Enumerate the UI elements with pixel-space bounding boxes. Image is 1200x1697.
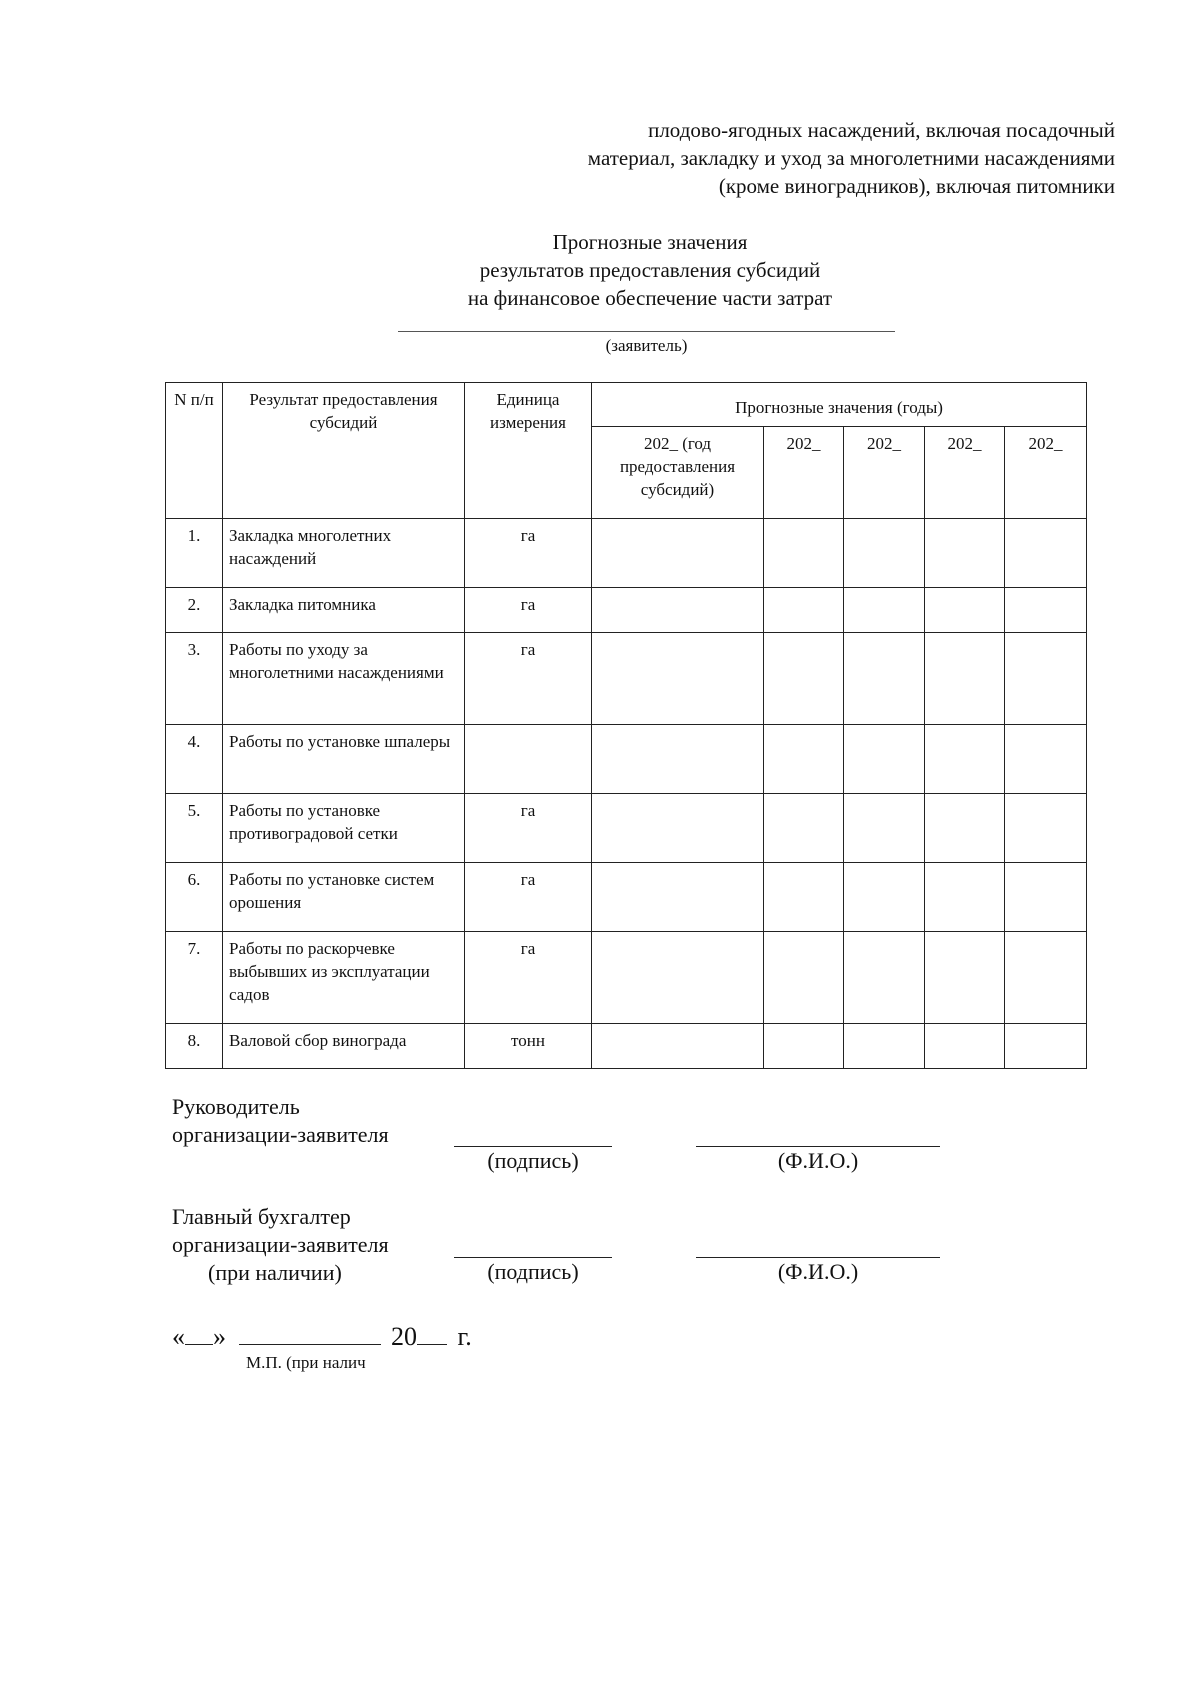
value-cell[interactable] — [1005, 863, 1087, 932]
row-result: Закладка питомника — [223, 588, 465, 633]
value-cell[interactable] — [1005, 1024, 1087, 1069]
row-unit: га — [465, 633, 592, 725]
value-cell[interactable] — [925, 1024, 1005, 1069]
value-cell[interactable] — [925, 932, 1005, 1024]
stamp-label: М.П. (при налич — [246, 1353, 366, 1372]
head-signature-caption: (подпись) — [487, 1148, 579, 1173]
value-cell[interactable] — [592, 725, 764, 794]
title-line-1: Прогнозные значения — [552, 230, 748, 254]
header-year-2: 202_ — [764, 427, 844, 519]
table-row — [166, 588, 1087, 633]
row-result: Работы по раскорчевке выбывших из эксплуатации садов — [223, 932, 465, 1024]
results-table — [165, 382, 1087, 1069]
applicant-caption: (заявитель) — [605, 336, 688, 355]
value-cell[interactable] — [844, 519, 925, 588]
row-unit: га — [465, 863, 592, 932]
row-unit: га — [465, 794, 592, 863]
row-result: Работы по уходу за многолетними насаждениями — [223, 633, 465, 725]
header-num: N п/п — [166, 383, 223, 519]
value-cell[interactable] — [925, 633, 1005, 725]
table-row — [166, 932, 1087, 1024]
value-cell[interactable] — [1005, 725, 1087, 794]
value-cell[interactable] — [925, 863, 1005, 932]
row-unit: тонн — [465, 1024, 592, 1069]
head-name-caption: (Ф.И.О.) — [777, 1148, 859, 1173]
value-cell[interactable] — [1005, 794, 1087, 863]
date-row — [172, 1320, 472, 1352]
header-year-5: 202_ — [1005, 427, 1087, 519]
date-open-quote: « — [172, 1322, 185, 1351]
head-line-1: Руководитель — [172, 1094, 300, 1119]
value-cell[interactable] — [1005, 588, 1087, 633]
document-header — [215, 116, 1115, 200]
date-year-field[interactable] — [417, 1320, 447, 1345]
value-cell[interactable] — [764, 633, 844, 725]
value-cell[interactable] — [592, 588, 764, 633]
value-cell[interactable] — [764, 863, 844, 932]
row-num: 8. — [166, 1024, 223, 1069]
head-signature-label — [172, 1093, 389, 1149]
header-line-3: (кроме виноградников), включая питомники — [718, 174, 1115, 198]
row-num: 4. — [166, 725, 223, 794]
value-cell[interactable] — [592, 633, 764, 725]
header-year-1: 202_ (год предоставления субсидий) — [592, 427, 764, 519]
value-cell[interactable] — [592, 1024, 764, 1069]
value-cell[interactable] — [844, 633, 925, 725]
value-cell[interactable] — [764, 932, 844, 1024]
value-cell[interactable] — [925, 588, 1005, 633]
value-cell[interactable] — [844, 588, 925, 633]
row-unit: га — [465, 588, 592, 633]
row-result: Валовой сбор винограда — [223, 1024, 465, 1069]
row-unit: га — [465, 519, 592, 588]
row-num: 1. — [166, 519, 223, 588]
date-close-quote: » — [213, 1322, 226, 1351]
header-unit: Единица измерения — [465, 383, 592, 519]
row-result: Работы по установке противоградовой сетки — [223, 794, 465, 863]
table-row — [166, 863, 1087, 932]
table-row — [166, 725, 1087, 794]
accountant-signature-field[interactable] — [454, 1257, 612, 1258]
row-result: Работы по установке шпалеры — [223, 725, 465, 794]
value-cell[interactable] — [764, 725, 844, 794]
accountant-line-3: (при наличии) — [208, 1260, 342, 1285]
value-cell[interactable] — [844, 1024, 925, 1069]
head-name-field[interactable] — [696, 1146, 940, 1147]
title-line-3: на финансовое обеспечение части затрат — [467, 286, 833, 310]
date-day-field[interactable] — [185, 1320, 213, 1345]
table-row — [166, 1024, 1087, 1069]
value-cell[interactable] — [925, 794, 1005, 863]
date-year-suffix: г. — [457, 1322, 472, 1351]
value-cell[interactable] — [592, 932, 764, 1024]
table-row — [166, 519, 1087, 588]
table-row — [166, 794, 1087, 863]
row-unit: га — [465, 932, 592, 1024]
header-line-2: материал, закладку и уход за многолетними насаждениями — [587, 146, 1115, 170]
row-num: 5. — [166, 794, 223, 863]
row-num: 6. — [166, 863, 223, 932]
value-cell[interactable] — [764, 588, 844, 633]
value-cell[interactable] — [1005, 633, 1087, 725]
value-cell[interactable] — [844, 794, 925, 863]
date-month-field[interactable] — [239, 1320, 381, 1345]
value-cell[interactable] — [925, 725, 1005, 794]
value-cell[interactable] — [764, 1024, 844, 1069]
row-num: 2. — [166, 588, 223, 633]
header-result: Результат предоставления субсидий — [223, 383, 465, 519]
value-cell[interactable] — [592, 794, 764, 863]
document-title — [300, 228, 1000, 312]
row-num: 3. — [166, 633, 223, 725]
date-year-prefix: 20 — [391, 1322, 417, 1351]
value-cell[interactable] — [925, 519, 1005, 588]
head-line-2: организации-заявителя — [172, 1122, 389, 1147]
accountant-line-2: организации-заявителя — [172, 1232, 389, 1257]
value-cell[interactable] — [844, 932, 925, 1024]
accountant-name-field[interactable] — [696, 1257, 940, 1258]
accountant-name-caption: (Ф.И.О.) — [777, 1259, 859, 1284]
header-line-1: плодово-ягодных насаждений, включая посадочный — [648, 118, 1115, 142]
value-cell[interactable] — [1005, 519, 1087, 588]
value-cell[interactable] — [1005, 932, 1087, 1024]
title-line-2: результатов предоставления субсидий — [479, 258, 821, 282]
header-year-4: 202_ — [925, 427, 1005, 519]
header-forecast: Прогнозные значения (годы) — [592, 383, 1087, 427]
table-row — [166, 633, 1087, 725]
row-result: Закладка многолетних насаждений — [223, 519, 465, 588]
head-signature-field[interactable] — [454, 1146, 612, 1147]
accountant-line-1: Главный бухгалтер — [172, 1204, 351, 1229]
applicant-blank-line — [398, 331, 895, 332]
value-cell[interactable] — [844, 725, 925, 794]
value-cell[interactable] — [592, 519, 764, 588]
accountant-signature-caption: (подпись) — [487, 1259, 579, 1284]
row-num: 7. — [166, 932, 223, 1024]
value-cell[interactable] — [844, 863, 925, 932]
header-year-3: 202_ — [844, 427, 925, 519]
value-cell[interactable] — [592, 863, 764, 932]
row-unit — [465, 725, 592, 794]
value-cell[interactable] — [764, 519, 844, 588]
value-cell[interactable] — [764, 794, 844, 863]
row-result: Работы по установке систем орошения — [223, 863, 465, 932]
accountant-signature-label — [172, 1203, 389, 1287]
